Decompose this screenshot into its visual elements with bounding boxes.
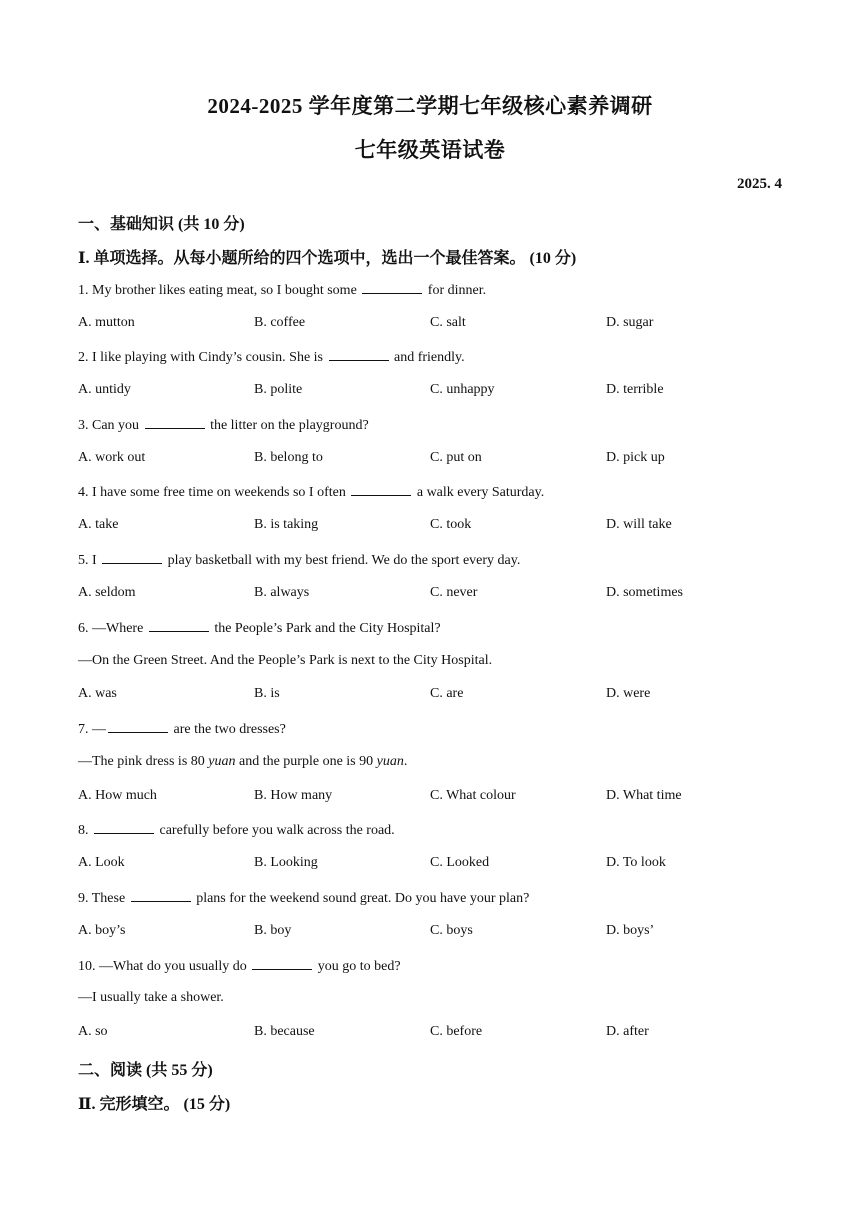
answer-blank: [102, 551, 162, 564]
option-d: D. pick up: [606, 450, 665, 465]
option-c: C. unhappy: [430, 382, 495, 397]
question-7: 7. — are the two dresses?: [78, 722, 286, 737]
option-b: B. Looking: [254, 855, 318, 870]
option-a: A. was: [78, 686, 117, 701]
question-4: 4. I have some free time on weekends so I often a walk every Saturday.: [78, 485, 545, 500]
option-b: B. polite: [254, 382, 303, 397]
option-a: A. so: [78, 1024, 108, 1039]
question-7-reply: —The pink dress is 80 yuan and the purple one is 90 yuan.: [78, 754, 408, 769]
option-c: C. What colour: [430, 788, 516, 803]
option-a: A. untidy: [78, 382, 131, 397]
option-c: C. took: [430, 517, 472, 532]
option-a: A. seldom: [78, 585, 136, 600]
question-6: 6. —Where the People’s Park and the City Hospital?: [78, 621, 441, 636]
question-6-reply: —On the Green Street. And the People’s Park is next to the City Hospital.: [78, 653, 493, 668]
answer-blank: [351, 483, 411, 496]
option-d: D. sometimes: [606, 585, 683, 600]
option-d: D. will take: [606, 517, 672, 532]
option-b: B. is taking: [254, 517, 319, 532]
option-b: B. How many: [254, 788, 333, 803]
part-1-heading: Ⅰ. 单项选择。从每小题所给的四个选项中，选出一个最佳答案。 (10 分): [78, 250, 577, 267]
exam-subtitle: 七年级英语试卷: [354, 138, 506, 162]
answer-blank: [145, 416, 205, 429]
question-1: 1. My brother likes eating meat, so I bought some for dinner.: [78, 283, 487, 298]
option-a: A. take: [78, 517, 119, 532]
option-a: A. work out: [78, 450, 146, 465]
section-1-heading: 一、基础知识 (共 10 分): [78, 216, 245, 233]
part-2-heading: Ⅱ. 完形填空。 (15 分): [78, 1096, 231, 1113]
option-a: A. How much: [78, 788, 157, 803]
answer-blank: [362, 281, 422, 294]
answer-blank: [131, 889, 191, 902]
exam-date: 2025. 4: [737, 176, 782, 192]
section-2-heading: 二、阅读 (共 55 分): [78, 1062, 213, 1079]
option-c: C. put on: [430, 450, 482, 465]
answer-blank: [94, 821, 154, 834]
option-b: B. is: [254, 686, 280, 701]
option-b: B. always: [254, 585, 310, 600]
option-c: C. boys: [430, 923, 473, 938]
option-d: D. were: [606, 686, 651, 701]
answer-blank: [329, 348, 389, 361]
option-d: D. To look: [606, 855, 666, 870]
option-b: B. belong to: [254, 450, 323, 465]
exam-title: 2024-2025 学年度第二学期七年级核心素养调研: [207, 94, 653, 118]
question-9: 9. These plans for the weekend sound great. Do you have your plan?: [78, 891, 530, 906]
option-c: C. are: [430, 686, 464, 701]
answer-blank: [149, 619, 209, 632]
option-d: D. boys’: [606, 923, 655, 938]
option-c: C. before: [430, 1024, 483, 1039]
option-c: C. Looked: [430, 855, 490, 870]
answer-blank: [252, 957, 312, 970]
question-2: 2. I like playing with Cindy’s cousin. She is and friendly.: [78, 350, 465, 365]
option-d: D. after: [606, 1024, 649, 1039]
option-b: B. because: [254, 1024, 315, 1039]
option-c: C. never: [430, 585, 478, 600]
option-a: A. Look: [78, 855, 125, 870]
option-a: A. mutton: [78, 315, 135, 330]
question-10-reply: —I usually take a shower.: [78, 990, 224, 1005]
option-d: D. sugar: [606, 315, 654, 330]
option-a: A. boy’s: [78, 923, 126, 938]
question-5: 5. I play basketball with my best friend. We do the sport every day.: [78, 553, 521, 568]
option-b: B. coffee: [254, 315, 306, 330]
answer-blank: [108, 720, 168, 733]
option-d: D. terrible: [606, 382, 664, 397]
question-3: 3. Can you the litter on the playground?: [78, 418, 369, 433]
question-10: 10. —What do you usually do you go to bed?: [78, 959, 401, 974]
option-b: B. boy: [254, 923, 292, 938]
option-d: D. What time: [606, 788, 682, 803]
question-8: 8. carefully before you walk across the road.: [78, 823, 395, 838]
option-c: C. salt: [430, 315, 466, 330]
